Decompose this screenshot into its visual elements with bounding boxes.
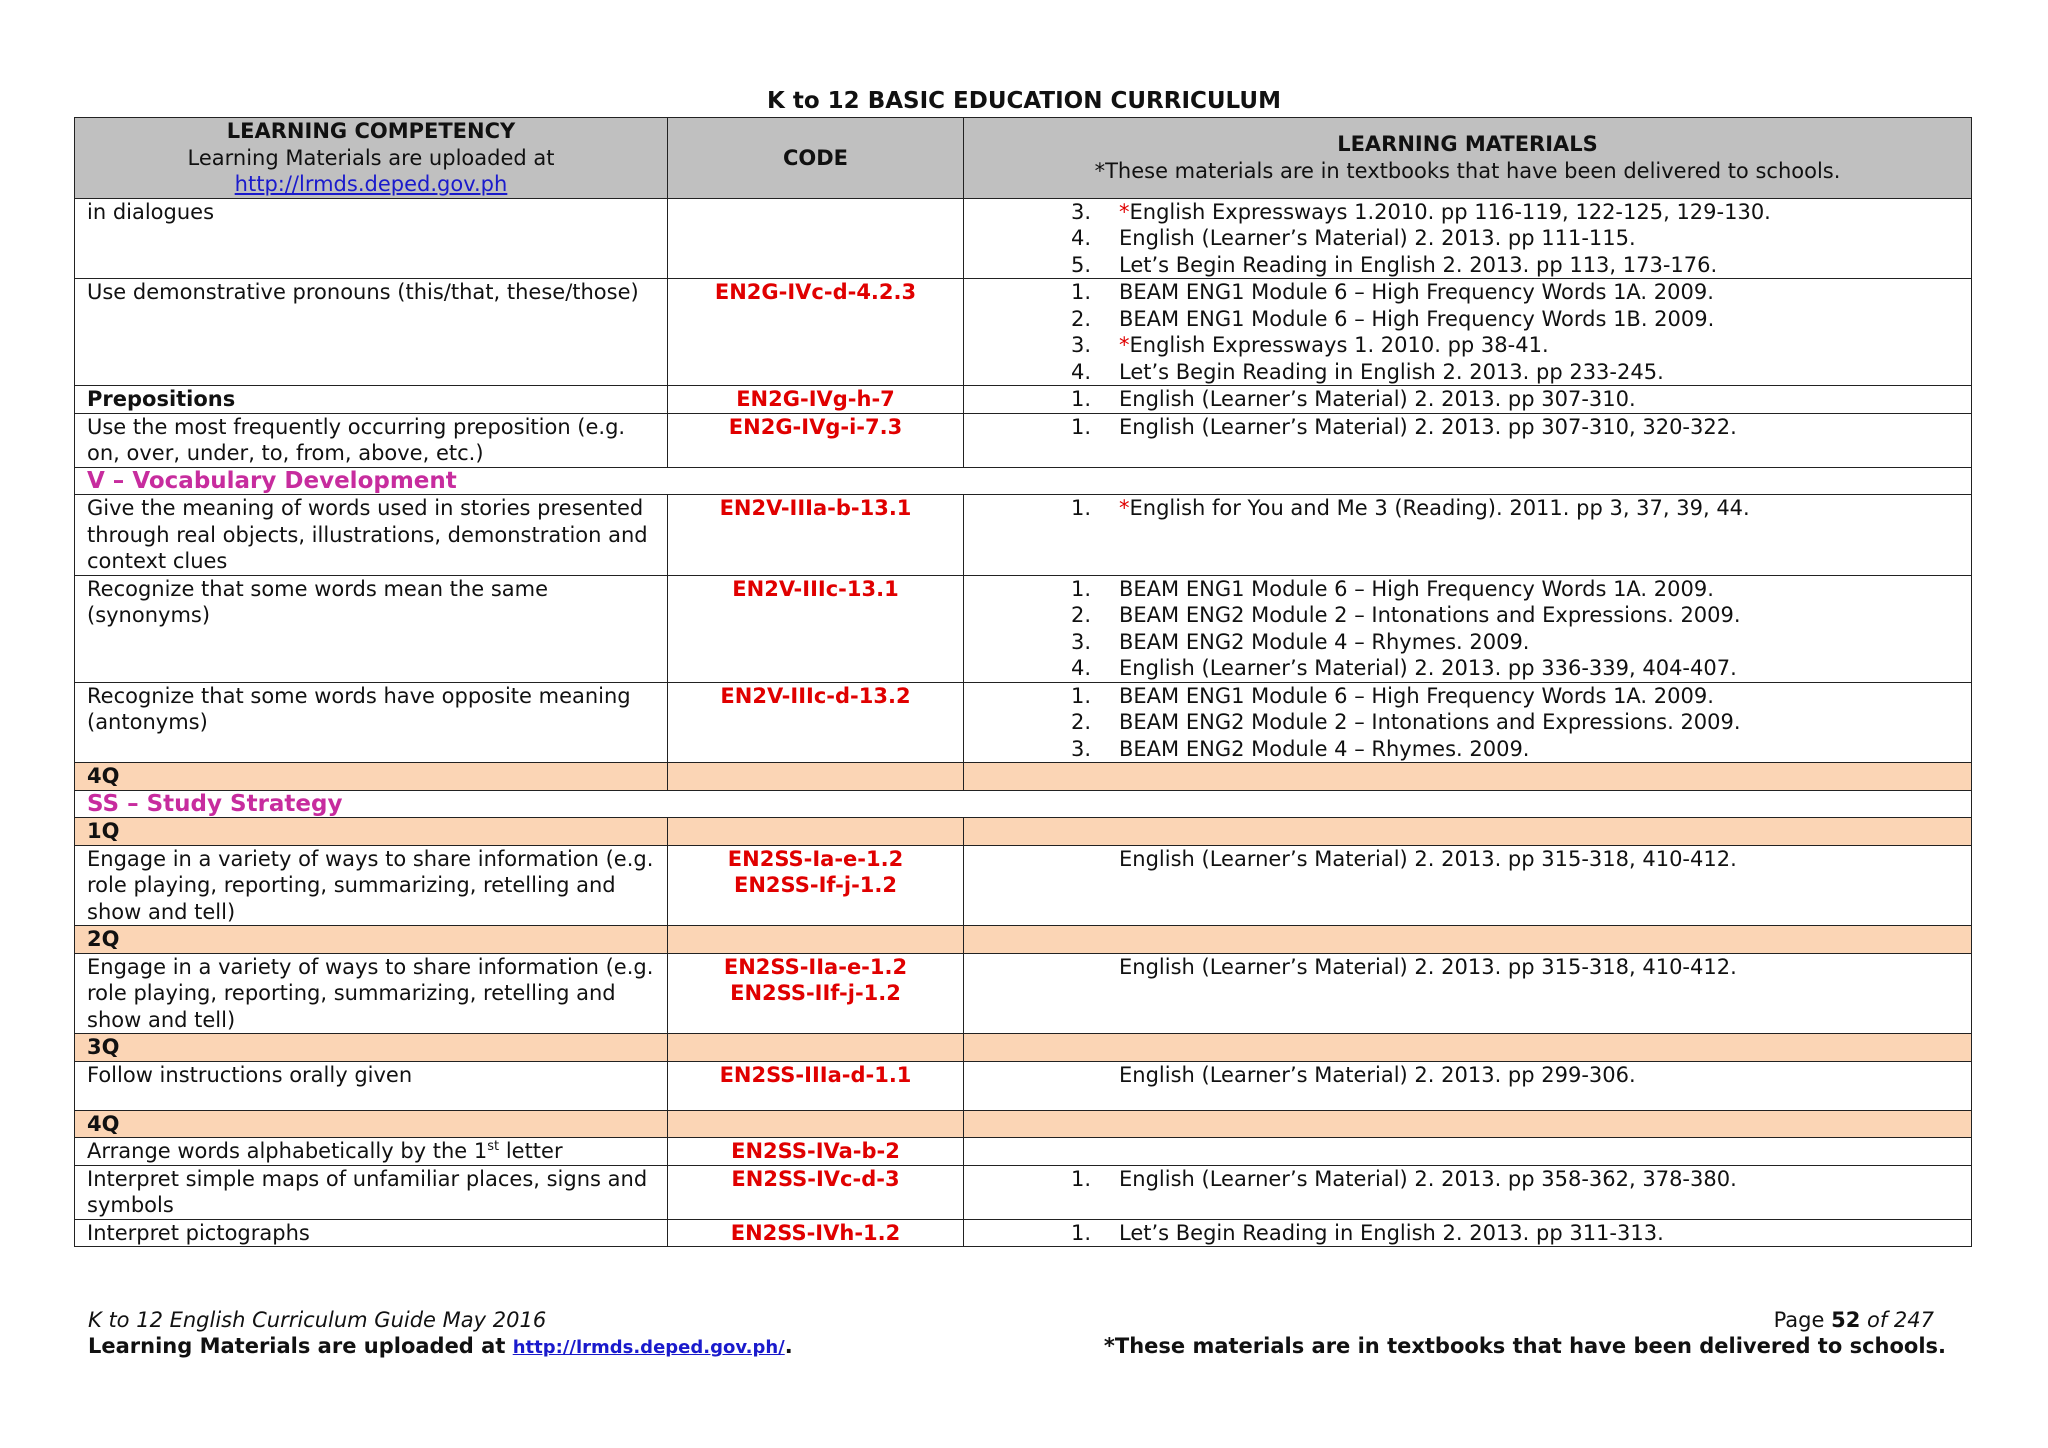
material-text: BEAM ENG1 Module 6 – High Frequency Words 1A. 2009. bbox=[1119, 576, 1714, 601]
material-text: BEAM ENG2 Module 2 – Intonations and Expressions. 2009. bbox=[1119, 603, 1741, 627]
materials-cell bbox=[964, 413, 1972, 467]
materials-header-title: LEARNING MATERIALS bbox=[1337, 132, 1598, 157]
material-number: 1. bbox=[1071, 414, 1092, 439]
materials-header bbox=[964, 118, 1972, 199]
quarter-label: 1Q bbox=[75, 818, 668, 846]
code-cell bbox=[668, 198, 964, 279]
competency-cell: Use the most frequently occurring preposition (e.g. on, over, under, to, from, above, etc.) bbox=[75, 413, 668, 467]
code-line: EN2SS-If-j-1.2 bbox=[734, 873, 897, 897]
competency-cell: Arrange words alphabetically by the 1st letter bbox=[75, 1138, 668, 1166]
quarter-row bbox=[75, 1034, 1972, 1062]
material-item bbox=[976, 602, 1959, 629]
code-cell: EN2G-IVg-i-7.3 bbox=[668, 413, 964, 467]
materials-list bbox=[976, 1220, 1959, 1247]
material-text: English Expressways 1. 2010. pp 38-41. bbox=[1129, 333, 1549, 357]
competency-cell: Engage in a variety of ways to share information (e.g. role playing, reporting, summarizing, retelling and show and tell) bbox=[75, 953, 668, 1034]
material-number: 1. bbox=[1071, 1166, 1092, 1191]
materials-text: English (Learner’s Material) 2. 2013. pp 299-306. bbox=[1119, 1062, 1636, 1087]
code-cell bbox=[668, 953, 964, 1034]
material-item bbox=[976, 1166, 1959, 1193]
materials-cell bbox=[964, 845, 1972, 926]
lrmds-link[interactable]: http://lrmds.deped.gov.ph bbox=[234, 172, 508, 196]
footer-lrmds-link[interactable]: http://lrmds.deped.gov.ph/ bbox=[512, 1337, 785, 1358]
code-cell: EN2SS-IIIa-d-1.1 bbox=[668, 1061, 964, 1110]
materials-cell bbox=[964, 495, 1972, 576]
material-number: 3. bbox=[1071, 199, 1092, 224]
competency-cell: Engage in a variety of ways to share information (e.g. role playing, reporting, summarizing, retelling and show and tell) bbox=[75, 845, 668, 926]
table-row bbox=[75, 413, 1972, 467]
quarter-row bbox=[75, 926, 1972, 954]
section-heading: SS – Study Strategy bbox=[75, 790, 1972, 818]
material-number: 2. bbox=[1071, 603, 1092, 627]
section-heading: V – Vocabulary Development bbox=[75, 467, 1972, 495]
materials-list bbox=[976, 279, 1959, 385]
material-item bbox=[976, 332, 1959, 359]
code-cell: EN2V-IIIc-d-13.2 bbox=[668, 682, 964, 763]
materials-list bbox=[976, 414, 1959, 441]
competency-cell: Prepositions bbox=[75, 386, 668, 414]
code-cell: EN2G-IVc-d-4.2.3 bbox=[668, 279, 964, 386]
materials-cell bbox=[964, 575, 1972, 682]
material-number: 2. bbox=[1071, 710, 1092, 734]
quarter-row bbox=[75, 763, 1972, 791]
table-header-row bbox=[75, 118, 1972, 199]
material-number: 4. bbox=[1071, 656, 1092, 680]
materials-list bbox=[976, 386, 1959, 413]
material-item bbox=[976, 683, 1959, 710]
material-item bbox=[976, 225, 1959, 252]
table-row bbox=[75, 1138, 1972, 1166]
competency-cell: Recognize that some words mean the same (synonyms) bbox=[75, 575, 668, 682]
code-cell: EN2SS-IVc-d-3 bbox=[668, 1165, 964, 1219]
material-text: English Expressways 1.2010. pp 116-119, 122-125, 129-130. bbox=[1129, 199, 1771, 224]
table-row bbox=[75, 1219, 1972, 1247]
section-row bbox=[75, 790, 1972, 818]
code-cell: EN2V-IIIa-b-13.1 bbox=[668, 495, 964, 576]
materials-text: English (Learner’s Material) 2. 2013. pp 315-318, 410-412. bbox=[1119, 954, 1737, 979]
competency-cell: Interpret pictographs bbox=[75, 1219, 668, 1247]
footer-uploaded: Learning Materials are uploaded at http://lrmds.deped.gov.ph/. bbox=[88, 1334, 793, 1358]
material-text: English (Learner’s Material) 2. 2013. pp 307-310, 320-322. bbox=[1119, 414, 1737, 439]
material-text: English for You and Me 3 (Reading). 2011. pp 3, 37, 39, 44. bbox=[1129, 496, 1750, 520]
table-row bbox=[75, 953, 1972, 1034]
material-item bbox=[976, 709, 1959, 736]
competency-header-sub: Learning Materials are uploaded at bbox=[187, 145, 555, 170]
competency-cell: Follow instructions orally given bbox=[75, 1061, 668, 1110]
material-number: 1. bbox=[1071, 387, 1092, 411]
material-text: BEAM ENG1 Module 6 – High Frequency Words 1B. 2009. bbox=[1119, 306, 1715, 331]
asterisk-mark: * bbox=[1119, 333, 1130, 357]
quarter-label: 4Q bbox=[75, 763, 668, 791]
code-cell: EN2SS-IVh-1.2 bbox=[668, 1219, 964, 1247]
competency-cell: Use demonstrative pronouns (this/that, these/those) bbox=[75, 279, 668, 386]
material-text: BEAM ENG2 Module 4 – Rhymes. 2009. bbox=[1119, 736, 1530, 761]
competency-cell: Interpret simple maps of unfamiliar places, signs and symbols bbox=[75, 1165, 668, 1219]
table-row bbox=[75, 279, 1972, 386]
quarter-row bbox=[75, 818, 1972, 846]
materials-header-sub: *These materials are in textbooks that have been delivered to schools. bbox=[1094, 158, 1841, 183]
material-item bbox=[976, 386, 1959, 413]
section-row bbox=[75, 467, 1972, 495]
code-header: CODE bbox=[668, 118, 964, 199]
material-text: Let’s Begin Reading in English 2. 2013. pp 311-313. bbox=[1119, 1220, 1664, 1245]
competency-cell: Give the meaning of words used in stories presented through real objects, illustrations, demonstration and context clues bbox=[75, 495, 668, 576]
material-item bbox=[976, 306, 1959, 333]
materials-list bbox=[976, 576, 1959, 682]
materials-cell bbox=[964, 1219, 1972, 1247]
material-text: Let’s Begin Reading in English 2. 2013. pp 233-245. bbox=[1119, 359, 1664, 384]
footer-note: *These materials are in textbooks that have been delivered to schools. bbox=[1103, 1334, 1946, 1358]
material-number: 1. bbox=[1071, 576, 1092, 601]
material-number: 1. bbox=[1071, 1220, 1092, 1245]
code-line: EN2SS-Ia-e-1.2 bbox=[727, 846, 904, 871]
quarter-row bbox=[75, 1110, 1972, 1138]
asterisk-mark: * bbox=[1119, 199, 1130, 224]
material-item bbox=[976, 1220, 1959, 1247]
material-number: 2. bbox=[1071, 306, 1092, 331]
materials-cell bbox=[964, 1138, 1972, 1166]
material-text: Let’s Begin Reading in English 2. 2013. pp 113, 173-176. bbox=[1119, 252, 1718, 277]
code-cell: EN2V-IIIc-13.1 bbox=[668, 575, 964, 682]
asterisk-mark: * bbox=[1119, 496, 1130, 520]
table-row bbox=[75, 198, 1972, 279]
material-number: 4. bbox=[1071, 359, 1092, 384]
material-number: 3. bbox=[1071, 736, 1092, 761]
code-line: EN2SS-IIa-e-1.2 bbox=[723, 954, 908, 979]
material-item bbox=[976, 252, 1959, 279]
table-row bbox=[75, 682, 1972, 763]
competency-cell: Recognize that some words have opposite meaning (antonyms) bbox=[75, 682, 668, 763]
material-number: 5. bbox=[1071, 252, 1092, 277]
material-item bbox=[976, 359, 1959, 386]
footer-guide: K to 12 English Curriculum Guide May 2016 bbox=[88, 1308, 547, 1332]
table-row bbox=[75, 495, 1972, 576]
material-item bbox=[976, 576, 1959, 603]
code-line: EN2SS-IIf-j-1.2 bbox=[730, 981, 901, 1005]
materials-cell bbox=[964, 386, 1972, 414]
materials-list bbox=[976, 1166, 1959, 1193]
materials-cell bbox=[964, 953, 1972, 1034]
material-text: English (Learner’s Material) 2. 2013. pp 358-362, 378-380. bbox=[1119, 1166, 1737, 1191]
material-number: 1. bbox=[1071, 280, 1092, 304]
material-text: BEAM ENG1 Module 6 – High Frequency Words 1A. 2009. bbox=[1119, 683, 1714, 708]
table-row bbox=[75, 1165, 1972, 1219]
competency-cell: in dialogues bbox=[75, 198, 668, 279]
page-title: K to 12 BASIC EDUCATION CURRICULUM bbox=[767, 88, 1281, 114]
materials-cell bbox=[964, 198, 1972, 279]
code-cell bbox=[668, 845, 964, 926]
material-number: 4. bbox=[1071, 226, 1092, 250]
quarter-label: 2Q bbox=[75, 926, 668, 954]
material-number: 1. bbox=[1071, 683, 1092, 708]
material-item bbox=[976, 279, 1959, 306]
code-cell: EN2SS-IVa-b-2 bbox=[668, 1138, 964, 1166]
competency-header-title: LEARNING COMPETENCY bbox=[226, 119, 516, 143]
materials-list bbox=[976, 683, 1959, 763]
code-cell: EN2G-IVg-h-7 bbox=[668, 386, 964, 414]
material-number: 1. bbox=[1071, 496, 1092, 520]
material-text: English (Learner’s Material) 2. 2013. pp 336-339, 404-407. bbox=[1119, 656, 1737, 680]
material-text: BEAM ENG2 Module 4 – Rhymes. 2009. bbox=[1119, 629, 1530, 654]
material-text: BEAM ENG2 Module 2 – Intonations and Expressions. 2009. bbox=[1119, 710, 1741, 734]
table-row bbox=[75, 845, 1972, 926]
materials-text: English (Learner’s Material) 2. 2013. pp 315-318, 410-412. bbox=[1119, 846, 1737, 871]
material-number: 3. bbox=[1071, 333, 1092, 357]
materials-cell bbox=[964, 1061, 1972, 1110]
material-item bbox=[976, 495, 1959, 522]
curriculum-table bbox=[74, 117, 1972, 1247]
materials-cell bbox=[964, 682, 1972, 763]
material-item bbox=[976, 655, 1959, 682]
material-item bbox=[976, 199, 1959, 226]
materials-list bbox=[976, 199, 1959, 279]
materials-cell bbox=[964, 279, 1972, 386]
table-row bbox=[75, 1061, 1972, 1110]
competency-header bbox=[75, 118, 668, 199]
table-row bbox=[75, 386, 1972, 414]
quarter-label: 3Q bbox=[75, 1034, 668, 1062]
material-number: 3. bbox=[1071, 629, 1092, 654]
material-item bbox=[976, 736, 1959, 763]
material-text: English (Learner’s Material) 2. 2013. pp 111-115. bbox=[1119, 226, 1636, 250]
material-item bbox=[976, 629, 1959, 656]
table-row bbox=[75, 575, 1972, 682]
material-text: English (Learner’s Material) 2. 2013. pp 307-310. bbox=[1119, 387, 1636, 411]
material-item bbox=[976, 414, 1959, 441]
material-text: BEAM ENG1 Module 6 – High Frequency Words 1A. 2009. bbox=[1119, 280, 1714, 304]
quarter-label: 4Q bbox=[75, 1110, 668, 1138]
materials-cell bbox=[964, 1165, 1972, 1219]
page-number: Page 52 of 247 bbox=[1773, 1308, 1934, 1332]
materials-list bbox=[976, 495, 1959, 522]
